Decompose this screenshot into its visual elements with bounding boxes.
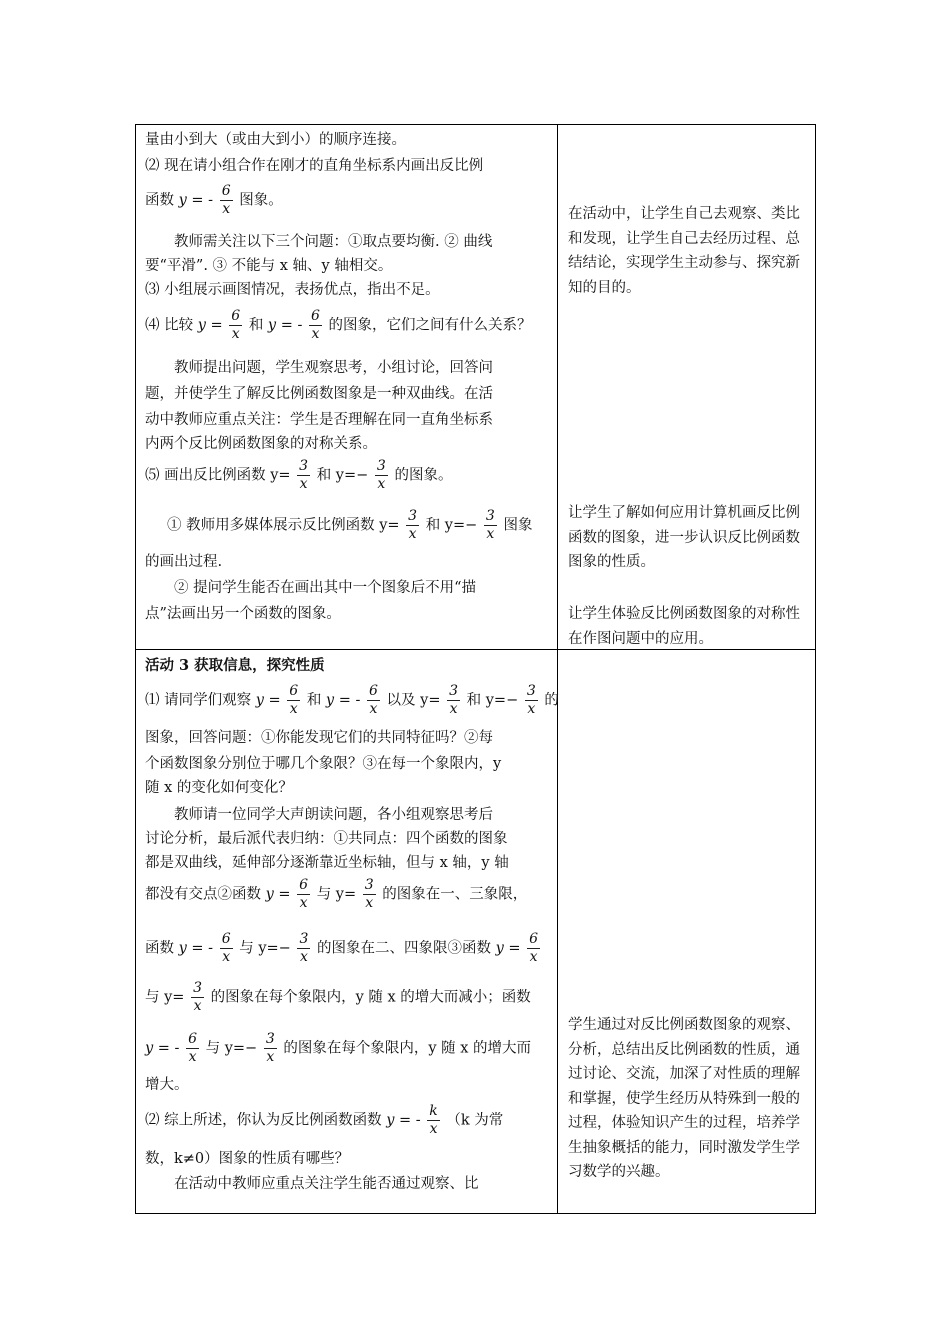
fraction: $\frac{3}{x}$ (526, 683, 536, 717)
fraction: $\frac{6}{x}$ (311, 308, 320, 342)
text-line: 都是双曲线，延伸部分逐渐靠近坐标轴，但与 x 轴，y 轴 (145, 855, 509, 871)
fraction: $\frac{3}{x}$ (193, 980, 202, 1014)
fraction: $\frac{3}{x}$ (449, 683, 459, 717)
fraction: $\frac{6}{x}$ (188, 1031, 197, 1065)
fraction: $\frac{3}{x}$ (408, 508, 418, 542)
text-line: ⑵ 现在请小组合作在刚才的直角坐标系内画出反比例 (145, 158, 484, 174)
text-line: ⑵ 综上所述，你认为反比例函数函数 y = - $\frac{k}{x}$ （k 为常 (145, 1103, 504, 1137)
text-line: ⑸ 画出反比例函数 y= $\frac{3}{x}$ 和 y=− $\frac{3}{x}$ 的图象。 (145, 458, 453, 492)
fraction: $\frac{3}{x}$ (299, 458, 309, 492)
section-title: 活动 3 获取信息，探究性质 (145, 657, 325, 674)
text-line: 动中教师应重点关注：学生是否理解在同一直角坐标系 (145, 412, 493, 428)
fraction: $\frac{k}{x}$ (429, 1103, 438, 1137)
text-line: ⑷ 比较 y = $\frac{6}{x}$ 和 y = - $\frac{6}{x}$ 的图象，它们之间有什么关系？ (145, 308, 532, 342)
fraction: $\frac{3}{x}$ (376, 458, 386, 492)
fraction: $\frac{3}{x}$ (299, 931, 309, 965)
text-line: ⑴ 请同学们观察 y = $\frac{6}{x}$ 和 y = - $\frac{6}{x}$ 以及 y= $\frac{3}{x}$ 和 y=− $\frac{3}{x}$ 的 (145, 683, 559, 717)
fraction: $\frac{6}{x}$ (529, 931, 539, 965)
lesson-table (135, 124, 816, 1214)
text-line: 教师需关注以下三个问题：①取点要均衡. ② 曲线 (174, 234, 493, 250)
right-bottom-note: 学生通过对反比例函数图象的观察、分析，总结出反比例函数的性质，通过讨论、交流，加深了对性质的理解和掌握，使学生经历从特殊到一般的过程，体验知识产生的过程，培养学生抽象概括的能力，同时激发学生学习数学的兴趣。 (568, 1017, 800, 1180)
text-line: 讨论分析，最后派代表归纳：①共同点：四个函数的图象 (145, 831, 508, 847)
text-line: 函数 y = - $\frac{6}{x}$ 图象。 (145, 183, 283, 217)
text-line: 教师请一位同学大声朗读问题，各小组观察思考后 (174, 807, 493, 823)
text-line: 随 x 的变化如何变化？ (145, 780, 293, 796)
text-line: 在活动中教师应重点关注学生能否通过观察、比 (174, 1176, 479, 1192)
fraction: $\frac{6}{x}$ (289, 683, 299, 717)
fraction: $\frac{6}{x}$ (231, 308, 241, 342)
text-line: ② 提问学生能否在画出其中一个图象后不用“描 (174, 580, 477, 596)
text-line: 都没有交点②函数 y = $\frac{6}{x}$ 与 y= $\frac{3}{x}$ 的图象在一、三象限， (145, 877, 528, 911)
text-line: 要“平滑”. ③ 不能与 x 轴、y 轴相交。 (145, 258, 393, 274)
right-top-note-2: 让学生了解如何应用计算机画反比例函数的图象，进一步认识反比例函数图象的性质。 (568, 505, 800, 570)
fraction: $\frac{6}{x}$ (369, 683, 378, 717)
text-line: 点”法画出另一个函数的图象。 (145, 606, 341, 622)
text-line: ① 教师用多媒体展示反比例函数 y= $\frac{3}{x}$ 和 y=− $\frac{3}{x}$ 图象 (167, 508, 533, 542)
text-line: 题，并使学生了解反比例函数图象是一种双曲线。在活 (145, 386, 493, 402)
text-line: 量由小到大（或由大到小）的顺序连接。 (145, 132, 406, 148)
text-line: 内两个反比例函数图象的对称关系。 (145, 436, 377, 452)
text-line: 个函数图象分别位于哪几个象限？③在每一个象限内，y (145, 756, 502, 772)
text-line: 的画出过程. (145, 554, 223, 570)
fraction: $\frac{6}{x}$ (221, 183, 231, 217)
fraction: $\frac{6}{x}$ (221, 931, 231, 965)
column-divider (557, 125, 558, 1213)
text-line: 数，k≠0）图象的性质有哪些？ (145, 1151, 350, 1167)
fraction: $\frac{3}{x}$ (265, 1031, 275, 1065)
text-line: 教师提出问题，学生观察思考，小组讨论，回答问 (174, 360, 493, 376)
fraction: $\frac{6}{x}$ (299, 877, 309, 911)
text-line: 函数 y = - $\frac{6}{x}$ 与 y=− $\frac{3}{x}$ 的图象在二、四象限③函数 y = $\frac{6}{x}$ (145, 931, 539, 965)
fraction: $\frac{3}{x}$ (364, 877, 374, 911)
right-top-note-3: 让学生体验反比例函数图象的对称性在作图问题中的应用。 (568, 606, 800, 647)
text-line: 图象，回答问题：①你能发现它们的共同特征吗？②每 (145, 730, 493, 746)
text-line: 增大。 (145, 1077, 189, 1093)
text-line: 与 y= $\frac{3}{x}$ 的图象在每个象限内，y 随 x 的增大而减小；函数 (145, 980, 531, 1014)
fraction: $\frac{3}{x}$ (485, 508, 495, 542)
text-line: ⑶ 小组展示画图情况，表扬优点，指出不足。 (145, 282, 440, 298)
right-top-note-1: 在活动中，让学生自己去观察、类比和发现，让学生自己去经历过程、总结结论，实现学生主动参与、探究新知的目的。 (568, 206, 800, 296)
text-line: y = - $\frac{6}{x}$ 与 y=− $\frac{3}{x}$ 的图象在每个象限内，y 随 x 的增大而 (145, 1031, 532, 1065)
